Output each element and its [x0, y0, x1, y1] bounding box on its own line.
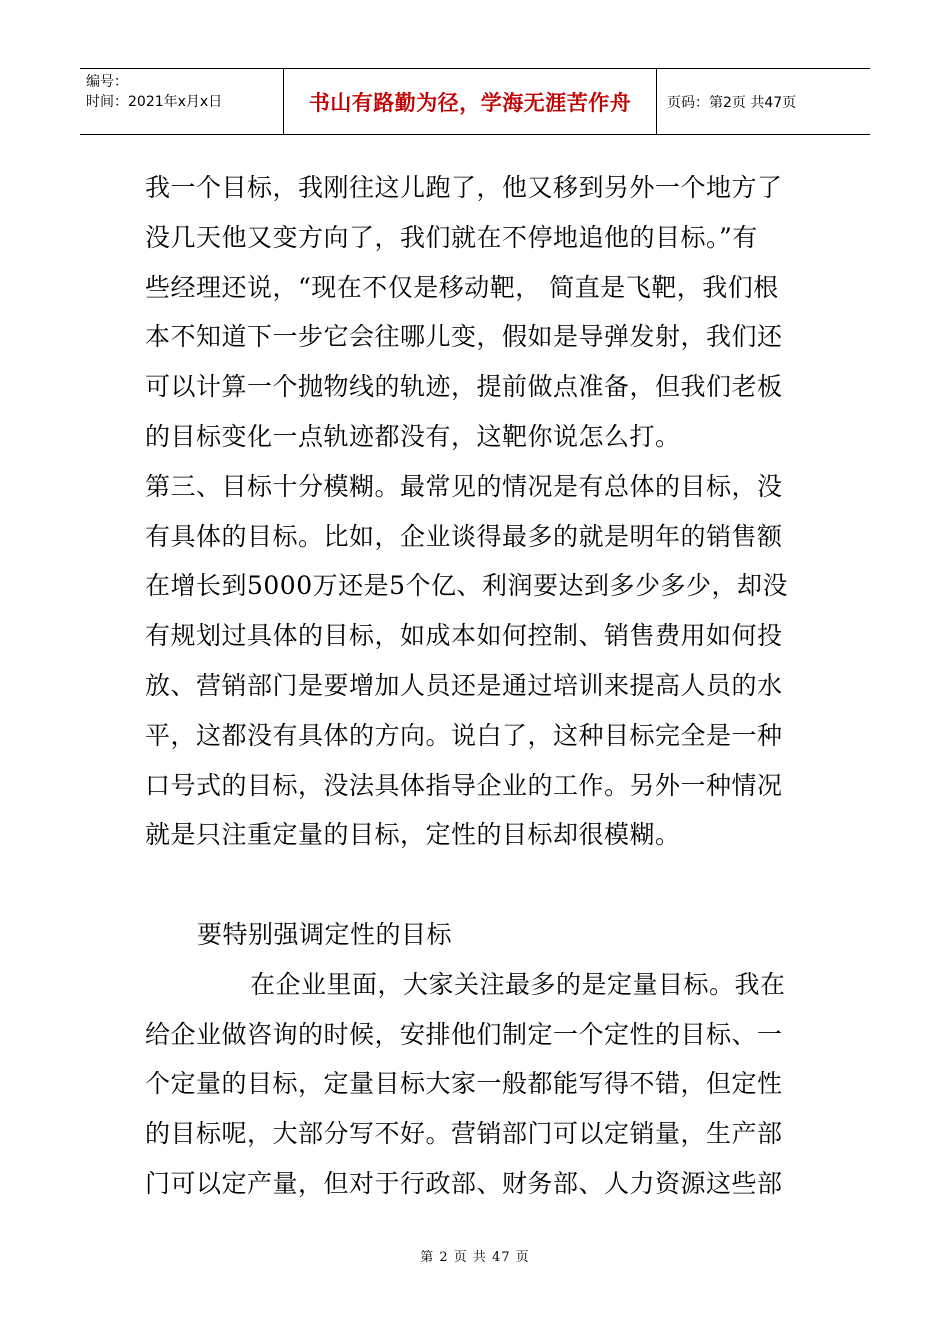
body-line: 有规划过具体的目标，如成本如何控制、销售费用如何投	[145, 621, 783, 651]
body-line: 在企业里面，大家关注最多的是定量目标。我在	[250, 969, 786, 999]
body-line: 在增长到5000万还是5个亿、利润要达到多少多少，却没	[145, 571, 789, 601]
body-line: 我一个目标，我刚往这儿跑了，他又移到另外一个地方了	[145, 173, 783, 202]
document-header	[80, 68, 870, 135]
body-line: 些经理还说，“现在不仅是移动靶， 简直是飞靶，我们根	[145, 272, 779, 302]
page-footer: 第 2 页 共 47 页	[420, 1250, 530, 1265]
document-body	[145, 163, 810, 1209]
body-line: 的目标呢，大部分写不好。营销部门可以定销量，生产部	[145, 1119, 783, 1149]
header-page-info: 页码：第2页 共47页	[667, 94, 797, 111]
body-line: 门可以定产量，但对于行政部、财务部、人力资源这些部	[145, 1168, 783, 1198]
header-meta-cell	[80, 69, 283, 134]
body-line: 没几天他又变方向了，我们就在不停地追他的目标。”有	[145, 222, 758, 252]
body-line: 第三、目标十分模糊。最常见的情况是有总体的目标，没	[145, 471, 783, 501]
body-line: 个定量的目标，定量目标大家一般都能写得不错，但定性	[145, 1069, 783, 1099]
body-line: 可以计算一个抛物线的轨迹，提前做点准备，但我们老板	[145, 372, 783, 402]
document-date-label: 时间：2021年x月x日	[86, 94, 223, 110]
body-line: 的目标变化一点轨迹都没有，这靶你说怎么打。	[145, 421, 681, 451]
body-line: 本不知道下一步它会往哪儿变，假如是导弹发射，我们还	[145, 322, 783, 352]
header-motto: 书山有路勤为径，学海无涯苦作舟	[283, 69, 657, 134]
body-line: 给企业做咨询的时候，安排他们制定一个定性的目标、一	[145, 1019, 783, 1049]
body-line: 有具体的目标。比如，企业谈得最多的就是明年的销售额	[145, 521, 783, 551]
body-line: 就是只注重定量的目标，定性的目标却很模糊。	[145, 820, 681, 850]
document-number-label: 编号：	[86, 74, 128, 90]
paragraph-gap	[145, 860, 810, 910]
body-line: 口号式的目标，没法具体指导企业的工作。另外一种情况	[145, 770, 783, 800]
section-subheading: 要特别强调定性的目标	[197, 919, 453, 949]
body-line: 放、营销部门是要增加人员还是通过培训来提高人员的水	[145, 670, 783, 700]
body-line: 平，这都没有具体的方向。说白了，这种目标完全是一种	[145, 720, 783, 750]
